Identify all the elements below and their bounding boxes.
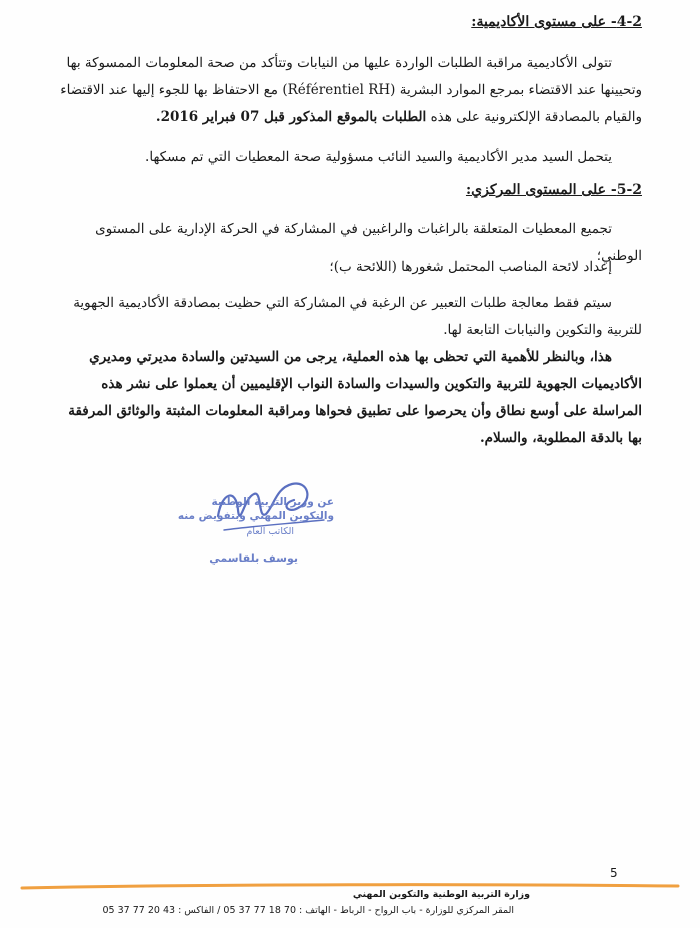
stamp-signatory-name: يوسف بلقاسمي: [209, 552, 298, 565]
section-5-2-item-3: سيتم فقط معالجة طلبات التعبير عن الرغبة في المشاركة التي حظيت بمصادقة الأكاديمية الجهوية للتربية والتكوين والنيابات التابعة لها.: [73, 295, 642, 338]
section-4-2-paragraph-1: تتولى الأكاديمية مراقبة الطلبات الواردة عليها من النيابات وتتأكد من صحة المعلومات الممسوكة بها وتحيينها عند الاقتضاء بمرجع الموارد البشرية (Référentiel RH) مع الاحتفاظ بها للجوء إليها عند الاقتضاء والقيام بالمصادقة الإلكترونية على هذه الطلبات بالموقع المذكور قبل 07 فبراير 2016.: [60, 55, 642, 125]
footer-divider: [20, 882, 680, 892]
section-5-2-item-1: تجميع المعطيات المتعلقة بالراغبات والراغبين في المشاركة في الحركة الإدارية على المستوى الوطني؛: [95, 221, 642, 264]
closing-paragraph: هذا، وبالنظر للأهمية التي تحظى بها هذه العملية، يرجى من السيدتين والسادة مديرتي ومديري الأكاديميات الجهوية للتربية والتكوين والسيدات والسادة النواب الإقليميين أن يعملوا على نشر هذه المراسلة على أوسع نطاق وأن يحرصوا على تطبيق فحواها ومراقبة المعلومات المثبتة والوثائق المرفقة بها بالدقة المطلوبة، والسلام.: [68, 349, 642, 446]
section-4-2-paragraph-2: يتحمل السيد مدير الأكاديمية والسيد النائب مسؤولية صحة المعطيات التي تم مسكها.: [145, 149, 612, 165]
stamp-line-1: عن وزير التربية الوطنية: [211, 496, 334, 508]
stamp-line-3: الكاتب العام: [246, 526, 294, 537]
section-4-2-heading: 4-2- على مستوى الأكاديمية:: [471, 14, 642, 30]
section-5-2-item-2: إعداد لائحة المناصب المحتمل شغورها (اللائحة ب)؛: [329, 259, 612, 275]
section-5-2-heading: 5-2- على المستوى المركزي:: [465, 182, 642, 198]
footer-address: المقر المركزي للوزارة - باب الرواح - الرباط - الهاتف : 70 18 77 37 05 / الفاكس : 43 20 77 37 05: [102, 905, 514, 916]
footer-ministry-name: وزارة التربية الوطنية والتكوين المهني: [352, 889, 530, 900]
stamp-line-2: والتكوين المهني وبتفويض منه: [177, 510, 334, 522]
page-number: 5: [610, 866, 618, 880]
signature-stamp: [177, 470, 334, 580]
